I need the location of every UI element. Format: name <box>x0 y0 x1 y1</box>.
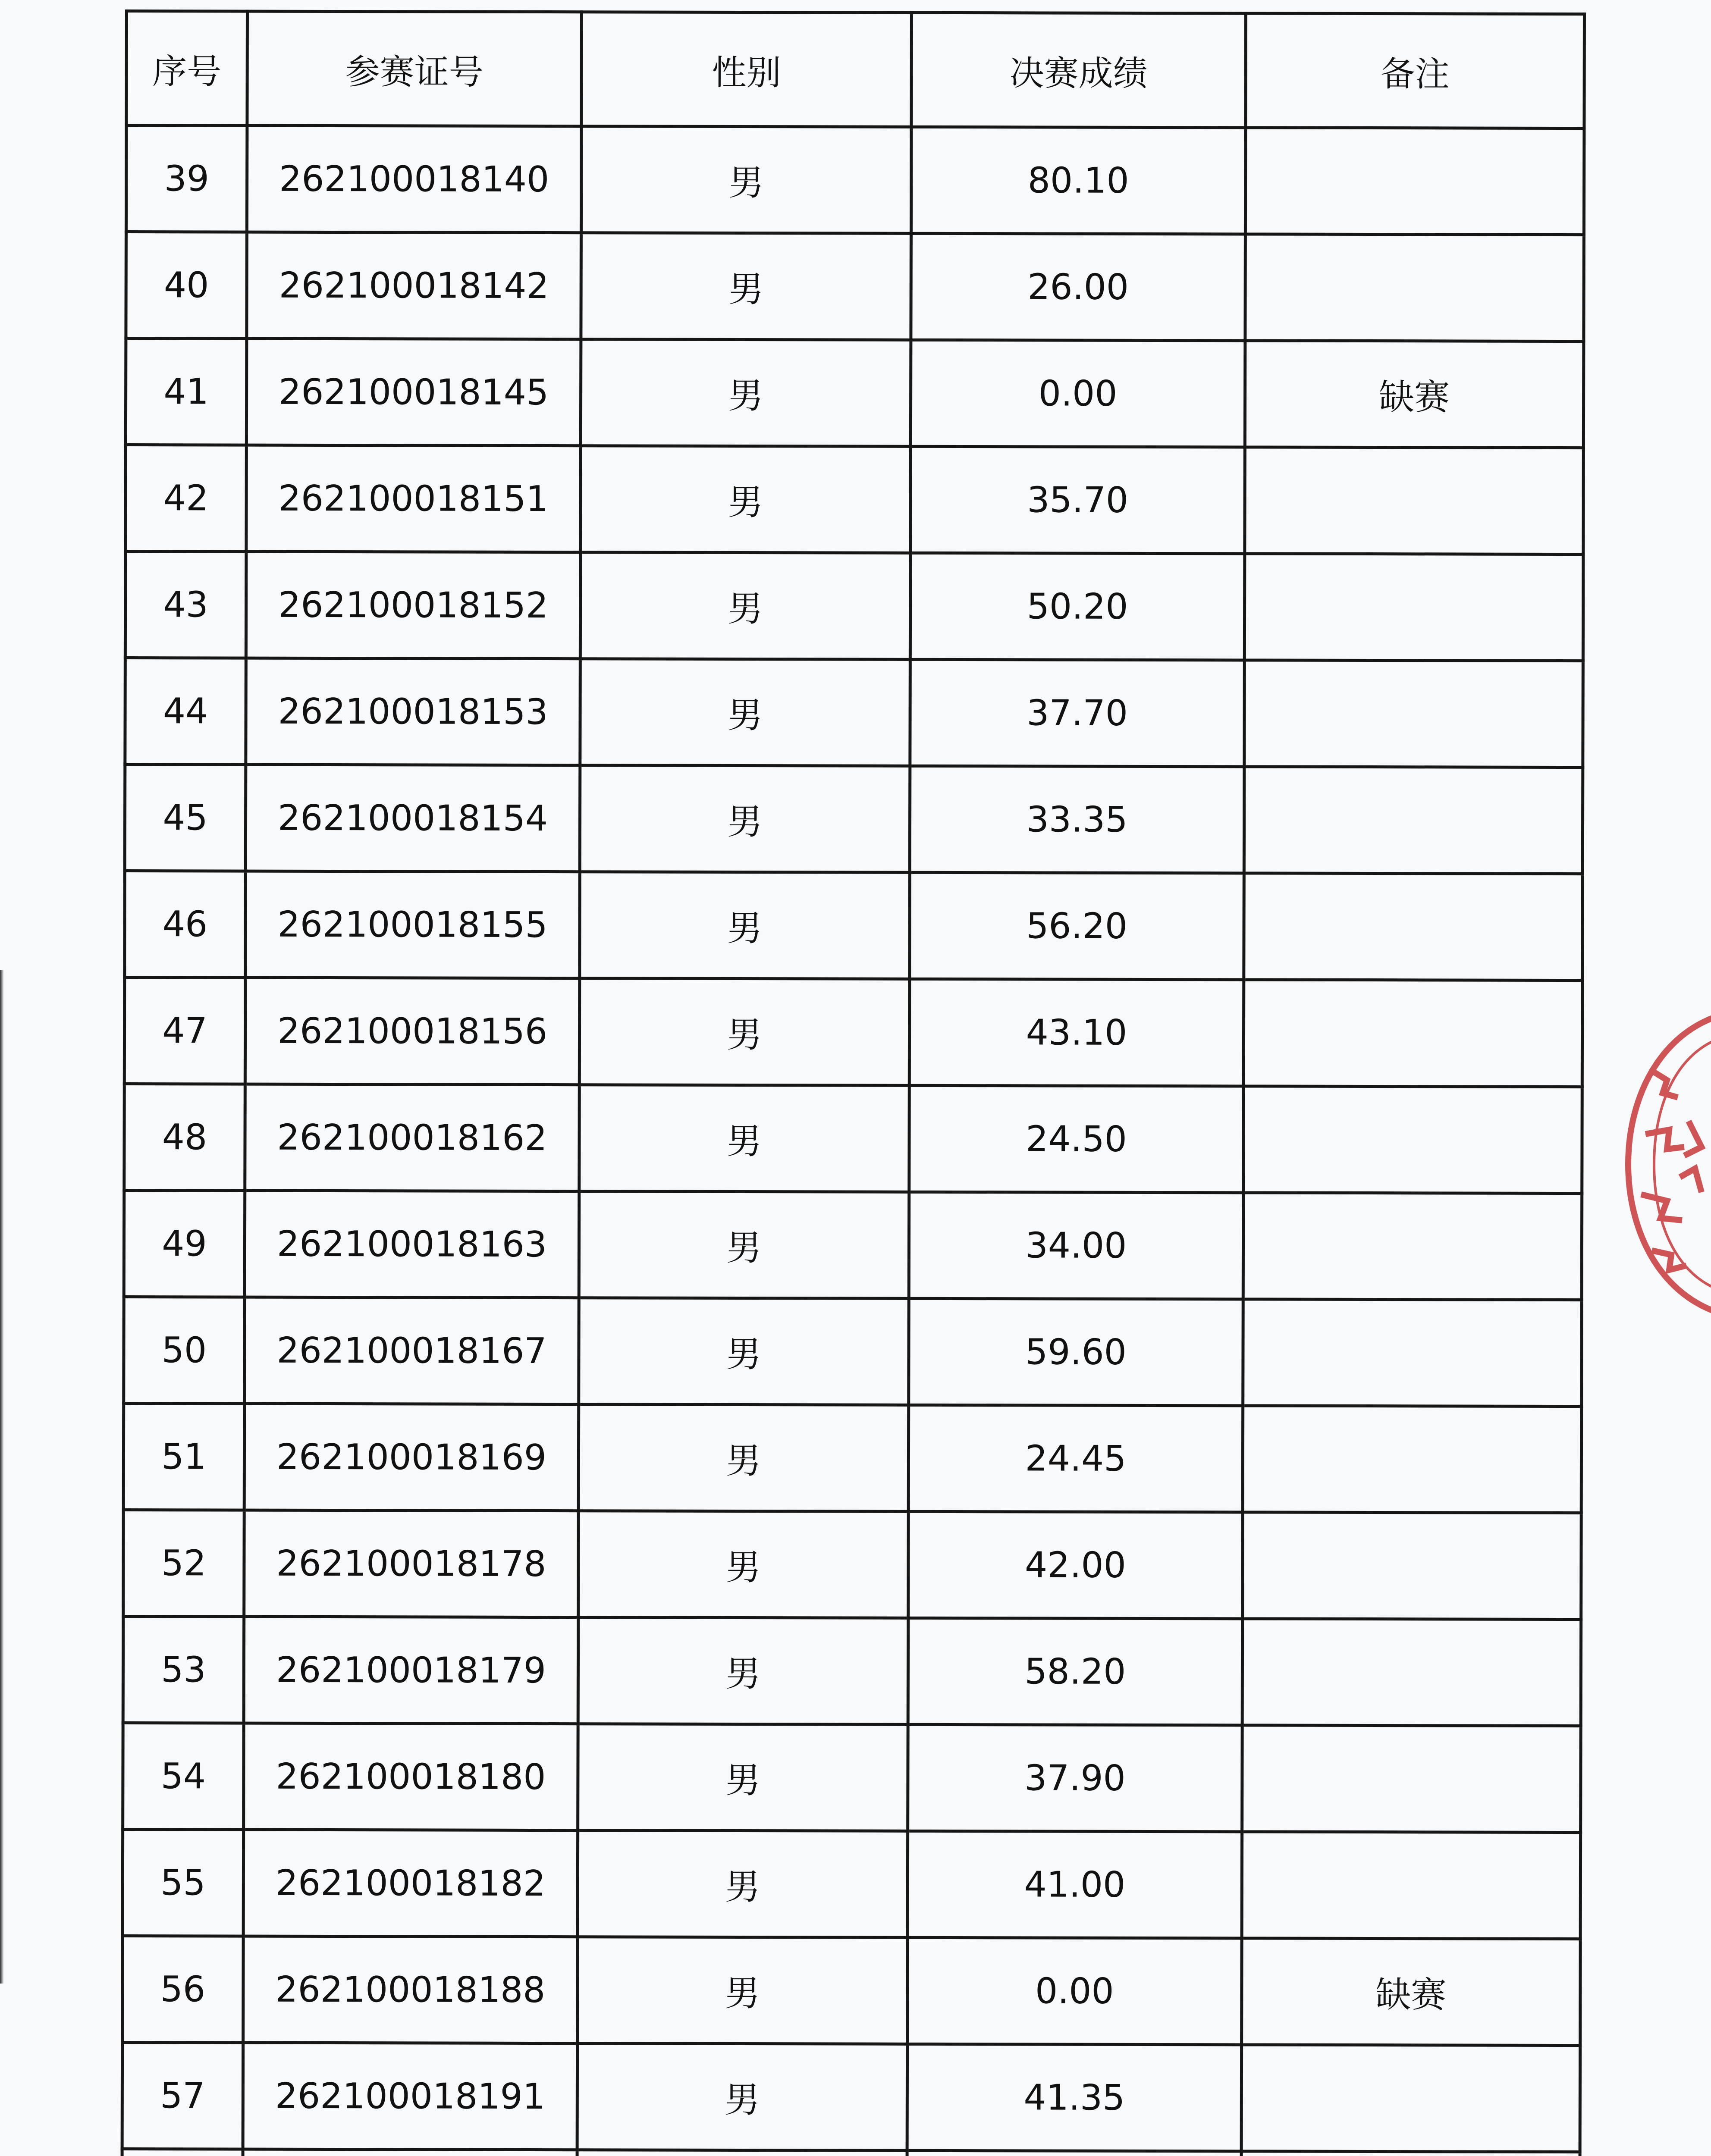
cell-final-score: 24.45 <box>908 1405 1243 1512</box>
table-body <box>122 125 1584 2156</box>
header-final-score: 决赛成绩 <box>911 13 1246 128</box>
cell-final-score: 58.20 <box>908 1618 1243 1725</box>
table-row <box>122 1936 1581 2045</box>
cell-serial-number: 57 <box>122 2042 243 2149</box>
cell-final-score: 80.10 <box>911 127 1246 234</box>
cell-gender <box>577 2150 907 2156</box>
cell-admission-number: 262100018169 <box>244 1404 579 1511</box>
cell-remarks <box>1241 2045 1580 2152</box>
cell-final-score: 59.60 <box>909 1298 1243 1406</box>
cell-remarks <box>1245 234 1584 342</box>
cell-gender: 男 <box>579 1085 910 1192</box>
cell-gender: 男 <box>581 339 911 447</box>
header-remarks: 备注 <box>1246 13 1585 128</box>
table-row <box>122 2042 1580 2152</box>
cell-gender: 男 <box>578 1937 908 2044</box>
cell-serial-number: 56 <box>122 1936 244 2043</box>
cell-final-score: 43.10 <box>909 979 1244 1086</box>
cell-serial-number: 40 <box>126 232 247 339</box>
cell-serial-number: 48 <box>124 1084 245 1191</box>
cell-admission-number: 262100018179 <box>244 1617 578 1724</box>
table-header-row <box>126 11 1585 128</box>
cell-remarks <box>1243 980 1582 1087</box>
cell-admission-number: 262100018163 <box>245 1191 579 1298</box>
table-row <box>125 765 1583 874</box>
cell-serial-number: 47 <box>124 978 245 1084</box>
cell-gender: 男 <box>581 446 911 553</box>
table-row <box>124 1084 1582 1194</box>
cell-final-score: 41.00 <box>907 1831 1242 1938</box>
cell-serial-number: 55 <box>122 1829 244 1936</box>
cell-admission-number: 262100018153 <box>246 658 581 765</box>
cell-remarks <box>1244 554 1583 661</box>
cell-remarks <box>1243 1512 1582 1620</box>
cell-final-score: 35.70 <box>910 446 1245 554</box>
cell-admission-number: 262100018145 <box>246 338 581 446</box>
cell-remarks <box>1242 1832 1581 1939</box>
cell-admission-number: 262100018140 <box>247 125 581 233</box>
cell-serial-number: 50 <box>124 1297 245 1404</box>
cell-admission-number: 262100018142 <box>247 232 581 339</box>
table-row <box>125 658 1583 768</box>
cell-final-score: 0.00 <box>907 1937 1242 2045</box>
cell-admission-number: 262100018188 <box>243 1936 578 2043</box>
cell-remarks <box>1243 1193 1582 1300</box>
scan-edge-shadow <box>0 970 4 1984</box>
cell-gender: 男 <box>579 1191 909 1299</box>
table-row <box>123 1404 1582 1513</box>
cell-final-score: 34.00 <box>909 1192 1243 1299</box>
cell-gender: 男 <box>581 126 911 234</box>
cell-remarks <box>1245 128 1584 235</box>
cell-final-score: 24.50 <box>909 1085 1244 1193</box>
cell-gender: 男 <box>581 233 911 340</box>
cell-serial-number: 43 <box>125 552 246 658</box>
table-row <box>126 445 1584 555</box>
cell-serial-number: 49 <box>124 1191 245 1297</box>
table-row <box>124 1191 1582 1300</box>
header-admission-number: 参赛证号 <box>247 11 582 126</box>
cell-gender: 男 <box>578 1404 909 1512</box>
cell-admission-number: 262100018154 <box>245 765 580 872</box>
cell-gender: 男 <box>580 765 910 873</box>
cell-serial-number: 39 <box>126 125 247 232</box>
cell-admission-number: 262100018151 <box>246 445 581 552</box>
cell-admission-number <box>243 2149 578 2156</box>
table-row <box>126 338 1584 448</box>
cell-admission-number: 262100018178 <box>244 1510 579 1617</box>
table-row <box>126 232 1584 342</box>
cell-remarks <box>1243 1406 1582 1513</box>
cell-gender: 男 <box>577 2043 907 2151</box>
cell-gender: 男 <box>578 1724 908 1831</box>
cell-remarks <box>1244 873 1583 981</box>
cell-final-score: 42.00 <box>908 1511 1243 1619</box>
cell-serial-number: 42 <box>126 445 247 552</box>
cell-gender: 男 <box>580 659 910 766</box>
table-row <box>125 552 1583 661</box>
cell-serial-number: 53 <box>123 1616 244 1723</box>
cell-final-score: 26.00 <box>911 233 1246 341</box>
cell-admission-number: 262100018180 <box>244 1723 578 1830</box>
cell-remarks <box>1242 1725 1581 1833</box>
cell-final-score: 0.00 <box>910 340 1245 447</box>
cell-gender: 男 <box>579 978 910 1086</box>
cell-admission-number: 262100018156 <box>245 978 580 1085</box>
table-row <box>126 125 1584 235</box>
cell-serial-number: 51 <box>123 1404 245 1510</box>
cell-remarks <box>1244 660 1583 768</box>
cell-gender: 男 <box>578 1830 908 1938</box>
cell-admission-number: 262100018182 <box>243 1830 578 1937</box>
cell-gender: 男 <box>579 1298 909 1405</box>
cell-gender: 男 <box>580 552 910 660</box>
cell-remarks <box>1243 1086 1582 1194</box>
table-row <box>125 871 1583 981</box>
table-row <box>123 1723 1581 1832</box>
cell-admission-number: 262100018155 <box>245 871 580 978</box>
cell-final-score: 56.20 <box>910 872 1244 980</box>
cell-final-score: 33.35 <box>910 766 1244 873</box>
header-serial-number: 序号 <box>126 11 248 126</box>
cell-serial-number: 44 <box>125 658 246 765</box>
table-row <box>124 978 1582 1087</box>
cell-serial-number: 41 <box>126 338 247 445</box>
cell-admission-number: 262100018167 <box>245 1297 579 1404</box>
official-seal-icon <box>1620 992 1711 1337</box>
cell-serial-number: 54 <box>123 1723 244 1830</box>
header-gender: 性别 <box>581 12 912 127</box>
table-row <box>122 1829 1581 1939</box>
cell-final-score: 37.90 <box>908 1724 1243 1832</box>
cell-remarks <box>1243 1299 1582 1407</box>
table-row <box>123 1616 1581 1726</box>
cell-final-score <box>907 2150 1242 2156</box>
cell-final-score: 50.20 <box>910 553 1245 660</box>
cell-gender: 男 <box>578 1617 908 1725</box>
cell-admission-number: 262100018191 <box>243 2043 578 2150</box>
cell-remarks <box>1241 2151 1580 2156</box>
results-table <box>120 9 1586 2156</box>
cell-remarks <box>1242 1619 1581 1726</box>
cell-gender: 男 <box>580 872 910 979</box>
cell-remarks: 缺赛 <box>1245 341 1584 448</box>
cell-remarks: 缺赛 <box>1242 1938 1581 2046</box>
cell-final-score: 37.70 <box>910 659 1245 767</box>
cell-admission-number: 262100018152 <box>246 552 581 659</box>
cell-serial-number: 45 <box>125 765 246 871</box>
table-row <box>124 1297 1582 1407</box>
cell-serial-number: 52 <box>123 1510 245 1617</box>
cell-remarks <box>1245 447 1584 555</box>
cell-admission-number: 262100018162 <box>245 1084 580 1191</box>
cell-final-score: 41.35 <box>907 2044 1242 2151</box>
cell-serial-number: 46 <box>125 871 246 978</box>
cell-gender: 男 <box>578 1511 909 1618</box>
table-row <box>123 1510 1582 1619</box>
cell-remarks <box>1244 767 1583 874</box>
cell-serial-number <box>122 2149 243 2156</box>
